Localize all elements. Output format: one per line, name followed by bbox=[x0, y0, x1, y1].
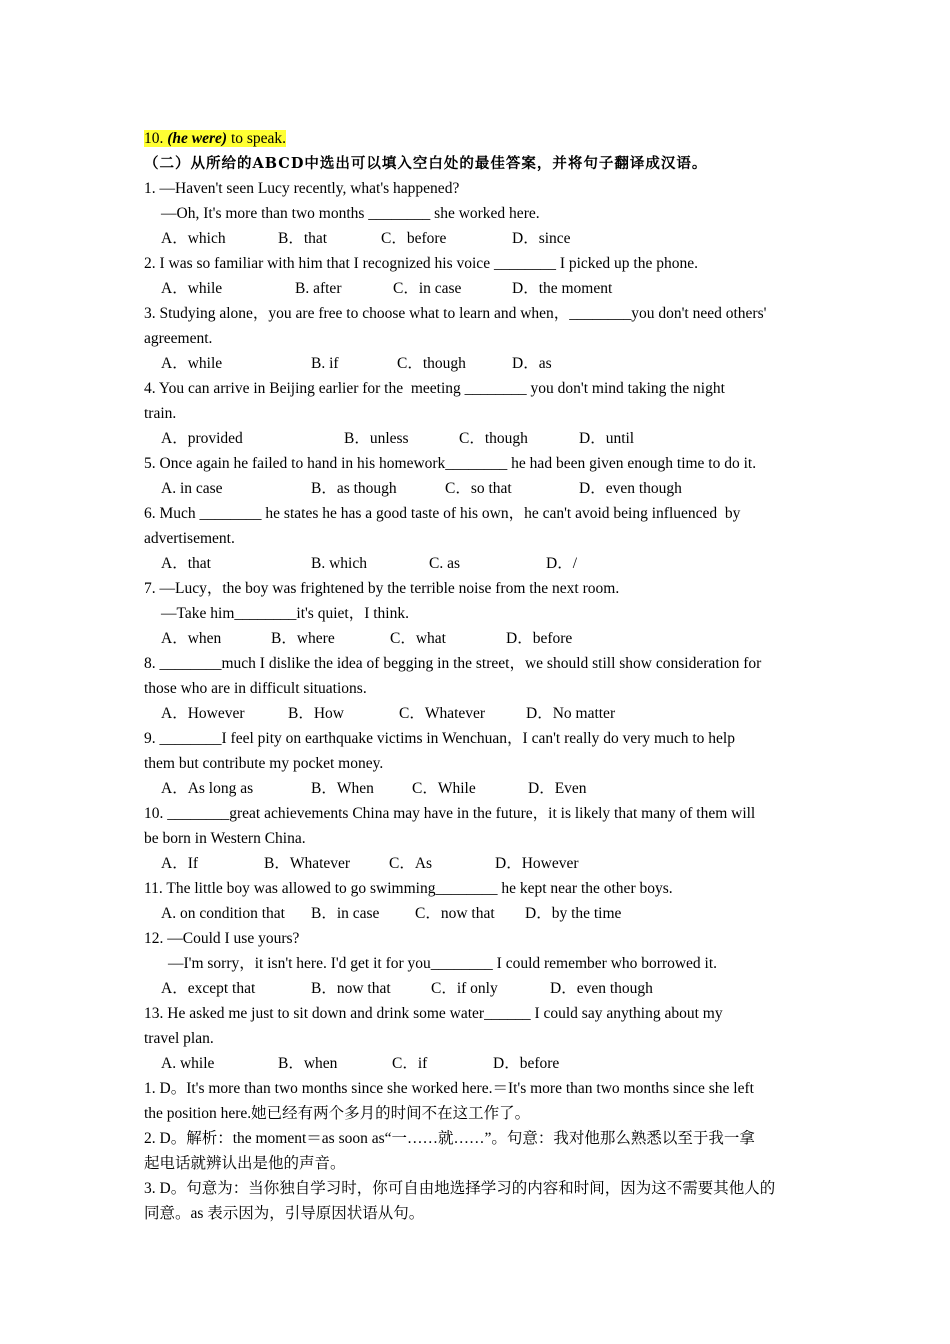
question-text: 12. —Could I use yours? bbox=[144, 930, 300, 947]
highlighted-answer: 10. (he were) to speak. bbox=[144, 130, 287, 147]
question-text: 9. ________I feel pity on earthquake victims in Wenchuan，I can't really do very much to help bbox=[144, 730, 735, 747]
question-text: 7. —Lucy，the boy was frightened by the terrible noise from the next room. bbox=[144, 580, 620, 597]
question-text: 8. ________much I dislike the idea of begging in the street，we should still show consideration for bbox=[144, 655, 762, 672]
answer-explanation-line: 3. D。句意为：当你独自学习时，你可自由地选择学习的内容和时间，因为这不需要其他人的 bbox=[144, 1180, 776, 1197]
option-c: C．what bbox=[390, 630, 446, 647]
question-item bbox=[144, 176, 814, 251]
option-d: D．However bbox=[495, 855, 579, 872]
question-item bbox=[144, 376, 814, 451]
option-a: A. in case bbox=[161, 480, 223, 497]
option-c: C．in case bbox=[393, 280, 462, 297]
option-c: C．if only bbox=[431, 980, 498, 997]
options-row bbox=[144, 976, 814, 1001]
option-b: B．where bbox=[271, 630, 335, 647]
answer-explanation-line: 同意。as 表示因为，引导原因状语从句。 bbox=[144, 1205, 425, 1222]
option-c: C．Whatever bbox=[399, 705, 486, 722]
option-a: A．However bbox=[161, 705, 245, 722]
question-text: 3. Studying alone，you are free to choose what to learn and when，________you don't need others' bbox=[144, 305, 767, 322]
question-text: 4. You can arrive in Beijing earlier for the meeting ________ you don't mind taking the night bbox=[144, 380, 725, 397]
question-text-continued: them but contribute my pocket money. bbox=[144, 755, 384, 772]
option-b: B．How bbox=[288, 705, 344, 722]
question-item bbox=[144, 501, 814, 576]
options-row bbox=[144, 901, 814, 926]
option-b: B．When bbox=[311, 780, 374, 797]
option-d: D．since bbox=[512, 230, 571, 247]
question-item bbox=[144, 801, 814, 876]
answer-explanation-line: 1. D。It's more than two months since she worked here.＝It's more than two months since she left bbox=[144, 1080, 754, 1097]
option-a: A. while bbox=[161, 1055, 215, 1072]
options-row bbox=[144, 226, 814, 251]
option-d: D．No matter bbox=[526, 705, 616, 722]
option-c: C．if bbox=[392, 1055, 428, 1072]
question-item bbox=[144, 1001, 814, 1076]
previous-answer-line bbox=[144, 126, 814, 151]
question-text-continued: —I'm sorry，it isn't here. I'd get it for you________ I could remember who borrowed it. bbox=[168, 955, 718, 972]
option-b: B. if bbox=[311, 355, 339, 372]
question-item bbox=[144, 926, 814, 1001]
option-a: A．As long as bbox=[161, 780, 254, 797]
option-d: D．by the time bbox=[525, 905, 622, 922]
options-row bbox=[144, 776, 814, 801]
option-c: C. as bbox=[429, 555, 460, 572]
options-row bbox=[144, 551, 814, 576]
answer-explanation-line: the position here.她已经有两个多月的时间不在这工作了。 bbox=[144, 1105, 531, 1122]
question-text-continued: advertisement. bbox=[144, 530, 235, 547]
question-text-continued: —Oh, It's more than two months ________ she worked here. bbox=[161, 205, 540, 222]
options-row bbox=[144, 351, 814, 376]
option-b: B. which bbox=[311, 555, 367, 572]
question-list bbox=[144, 176, 814, 1076]
option-a: A．If bbox=[161, 855, 199, 872]
question-text-continued: train. bbox=[144, 405, 177, 422]
question-item bbox=[144, 651, 814, 726]
options-row bbox=[144, 276, 814, 301]
option-d: D．as bbox=[512, 355, 552, 372]
option-d: D．Even bbox=[528, 780, 587, 797]
options-row bbox=[144, 1051, 814, 1076]
option-d: D．before bbox=[493, 1055, 560, 1072]
option-d: D．/ bbox=[546, 555, 578, 572]
question-text: 6. Much ________ he states he has a good taste of his own，he can't avoid being influenced by bbox=[144, 505, 741, 522]
option-d: D．the moment bbox=[512, 280, 613, 297]
option-b: B．that bbox=[278, 230, 328, 247]
question-item bbox=[144, 726, 814, 801]
option-c: C．While bbox=[412, 780, 476, 797]
question-item bbox=[144, 251, 814, 301]
option-b: B．unless bbox=[344, 430, 409, 447]
option-a: A．provided bbox=[161, 430, 243, 447]
question-text: 11. The little boy was allowed to go swimming________ he kept near the other boys. bbox=[144, 880, 673, 897]
question-text-continued: agreement. bbox=[144, 330, 213, 347]
option-a: A．that bbox=[161, 555, 211, 572]
option-a: A. on condition that bbox=[161, 905, 285, 922]
options-row bbox=[144, 851, 814, 876]
answer-explanation-line: 2. D。解析：the moment＝as soon as“一……就……”。句意：我对他那么熟悉以至于我一拿 bbox=[144, 1130, 755, 1147]
question-text-continued: travel plan. bbox=[144, 1030, 214, 1047]
question-text: 2. I was so familiar with him that I recognized his voice ________ I picked up the phone. bbox=[144, 255, 698, 272]
option-a: A．while bbox=[161, 355, 223, 372]
question-item bbox=[144, 301, 814, 376]
question-text: 1. —Haven't seen Lucy recently, what's happened? bbox=[144, 180, 460, 197]
option-b: B．when bbox=[278, 1055, 338, 1072]
options-row bbox=[144, 701, 814, 726]
options-row bbox=[144, 476, 814, 501]
option-b: B．as though bbox=[311, 480, 397, 497]
question-text-continued: be born in Western China. bbox=[144, 830, 306, 847]
option-c: C．so that bbox=[445, 480, 512, 497]
section-title: （二）从所给的ABCD中选出可以填入空白处的最佳答案，并将句子翻译成汉语。 bbox=[144, 155, 708, 172]
question-text-continued: those who are in difficult situations. bbox=[144, 680, 367, 697]
question-item bbox=[144, 451, 814, 501]
option-c: C．though bbox=[459, 430, 528, 447]
question-item bbox=[144, 576, 814, 651]
option-a: A．when bbox=[161, 630, 222, 647]
option-c: C．though bbox=[397, 355, 466, 372]
option-d: D．before bbox=[506, 630, 573, 647]
question-text-continued: —Take him________it's quiet，I think. bbox=[161, 605, 409, 622]
option-a: A．which bbox=[161, 230, 226, 247]
options-row bbox=[144, 626, 814, 651]
question-text: 10. ________great achievements China may have in the future，it is likely that many of them will bbox=[144, 805, 756, 822]
option-a: A．except that bbox=[161, 980, 256, 997]
options-row bbox=[144, 426, 814, 451]
answer-explanation-line: 起电话就辨认出是他的声音。 bbox=[144, 1155, 346, 1172]
document-page bbox=[144, 126, 814, 1226]
option-d: D．even though bbox=[579, 480, 682, 497]
answer-list bbox=[144, 1076, 814, 1226]
option-b: B. after bbox=[295, 280, 342, 297]
option-c: C．before bbox=[381, 230, 447, 247]
option-a: A．while bbox=[161, 280, 223, 297]
question-item bbox=[144, 876, 814, 926]
option-d: D．even though bbox=[550, 980, 653, 997]
question-text: 13. He asked me just to sit down and drink some water______ I could say anything about my bbox=[144, 1005, 723, 1022]
option-b: B．now that bbox=[311, 980, 391, 997]
option-c: C．now that bbox=[415, 905, 495, 922]
option-d: D．until bbox=[579, 430, 635, 447]
option-b: B．Whatever bbox=[264, 855, 351, 872]
option-c: C．As bbox=[389, 855, 433, 872]
option-b: B．in case bbox=[311, 905, 380, 922]
question-text: 5. Once again he failed to hand in his homework________ he had been given enough time to do it. bbox=[144, 455, 757, 472]
